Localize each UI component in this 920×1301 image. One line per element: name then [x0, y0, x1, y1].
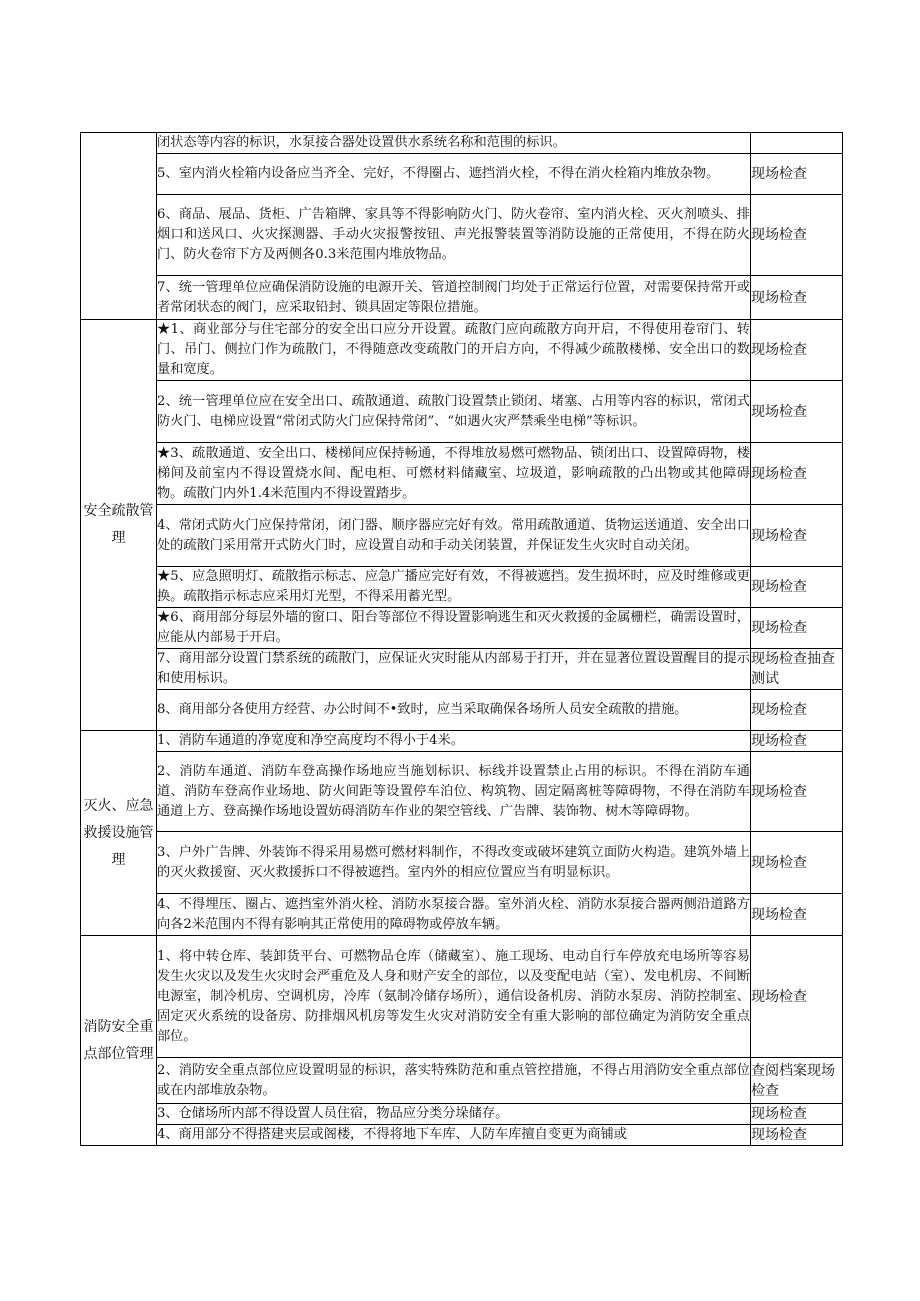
method-cell: 现场检查 [751, 690, 843, 731]
method-cell: 现场检查 [751, 154, 843, 195]
table-row [81, 731, 843, 752]
requirement-cell: 闭状态等内容的标识，水泵接合器处设置供水系统名称和范围的标识。 [157, 133, 751, 154]
requirement-cell: ★5、应急照明灯、疏散指示标志、应急广播应完好有效，不得被遮挡。发生损坏时，应及时维修或更换。疏散指示标志应采用灯光型，不得采用蓄光型。 [157, 567, 751, 608]
table-row [81, 505, 843, 567]
method-cell: 现场检查 [751, 1125, 843, 1146]
category-cell [81, 133, 157, 320]
method-cell: 现场检查 [751, 381, 843, 443]
requirement-cell: 7、商用部分设置门禁系统的疏散门，应保证火灾时能从内部易于打开，并在显著位置设置醒目的提示和使用标识。 [157, 649, 751, 690]
table-row [81, 752, 843, 832]
table-row [81, 195, 843, 276]
method-cell [751, 133, 843, 154]
method-cell: 现场检查 [751, 731, 843, 752]
requirement-cell: 1、消防车通道的净宽度和净空高度均不得小于4米。 [157, 731, 751, 752]
category-cell: 安全疏散管理 [81, 320, 157, 731]
table-row [81, 649, 843, 690]
requirement-cell: 3、仓储场所内部不得设置人员住宿，物品应分类分垛储存。 [157, 1104, 751, 1125]
method-cell: 现场检查 [751, 276, 843, 320]
fire-safety-checklist-table [80, 132, 843, 1146]
table-row [81, 1125, 843, 1146]
method-cell: 现场检查 [751, 832, 843, 894]
table-row [81, 320, 843, 381]
method-cell: 现场检查 [751, 894, 843, 936]
table-row [81, 154, 843, 195]
requirement-cell: 8、商用部分各使用方经营、办公时间不•致时，应当采取确保各场所人员安全疏散的措施。 [157, 690, 751, 731]
requirement-cell: 2、消防车通道、消防车登高操作场地应当施划标识、标线并设置禁止占用的标识。不得在消防车通道、消防车登高作业场地、防火间距等设置停车泊位、构筑物、固定隔离桩等障碍物，不得在消防车通道上方、登高操作场地设置妨碍消防车作业的架空管线、广告牌、装饰物、树木等障碍物。 [157, 752, 751, 832]
table-row [81, 1104, 843, 1125]
table-row [81, 133, 843, 154]
table-row [81, 1058, 843, 1104]
table-row [81, 276, 843, 320]
requirement-cell: ★3、疏散通道、安全出口、楼梯间应保持畅通，不得堆放易燃可燃物品、锁闭出口、设置障碍物，楼梯间及前室内不得设置烧水间、配电柜、可燃材料储藏室、垃圾道，影响疏散的凸出物或其他障碍物。疏散门内外1.4米范围内不得设置踏步。 [157, 443, 751, 505]
table-row [81, 567, 843, 608]
method-cell: 现场检查 [751, 567, 843, 608]
method-cell: 现场检查 [751, 1104, 843, 1125]
table-row [81, 936, 843, 1058]
method-cell: 现场检查 [751, 443, 843, 505]
method-cell: 现场检查 [751, 195, 843, 276]
method-cell: 现场检查 [751, 936, 843, 1058]
requirement-cell: 4、商用部分不得搭建夹层或阁楼，不得将地下车库、人防车库擅自变更为商铺或 [157, 1125, 751, 1146]
method-cell: 查阅档案现场检查 [751, 1058, 843, 1104]
requirement-cell: 3、户外广告牌、外装饰不得采用易燃可燃材料制作，不得改变或破坏建筑立面防火构造。建筑外墙上的灭火救援窗、灭火救援拆口不得被遮挡。室内外的相应位置应当有明显标识。 [157, 832, 751, 894]
requirement-cell: 1、将中转仓库、装卸货平台、可燃物品仓库（储藏室）、施工现场、电动自行车停放充电场所等容易发生火灾以及发生火灾时会严重危及人身和财产安全的部位，以及变配电站（室）、发电机房、不间断电源室，制冷机房、空调机房，冷库（氨制冷储存场所），通信设备机房、消防水泵房、消防控制室、固定灭火系统的设备房、防排烟风机房等发生火灾对消防安全有重大影响的部位确定为消防安全重点部位。 [157, 936, 751, 1058]
table-row [81, 608, 843, 649]
category-cell: 消防安全重点部位管理 [81, 936, 157, 1146]
method-cell: 现场检查抽查测试 [751, 649, 843, 690]
category-cell: 灭火、应急救援设施管理 [81, 731, 157, 936]
requirement-cell: 5、室内消火栓箱内设备应当齐全、完好，不得圈占、遮挡消火栓，不得在消火栓箱内堆放杂物。 [157, 154, 751, 195]
requirement-cell: 4、不得埋压、圈占、遮挡室外消火栓、消防水泵接合器。室外消火栓、消防水泵接合器两侧沿道路方向各2米范围内不得有影响其正常使用的障碍物或停放车辆。 [157, 894, 751, 936]
requirement-cell: 6、商品、展品、货柜、广告箱牌、家具等不得影响防火门、防火卷帘、室内消火栓、灭火剂喷头、排烟口和送风口、火灾探测器、手动火灾报警按钮、声光报警装置等消防设施的正常使用，不得在防火门、防火卷帘下方及两侧各0.3米范围内堆放物品。 [157, 195, 751, 276]
table-row [81, 894, 843, 936]
requirement-cell: 2、统一管理单位应在安全出口、疏散通道、疏散门设置禁止锁闭、堵塞、占用等内容的标识，常闭式防火门、电梯应设置“常闭式防火门应保持常闭”、“如遇火灾严禁乘坐电梯”等标识。 [157, 381, 751, 443]
table-row [81, 381, 843, 443]
method-cell: 现场检查 [751, 505, 843, 567]
requirement-cell: ★1、商业部分与住宅部分的安全出口应分开设置。疏散门应向疏散方向开启，不得使用卷帘门、转门、吊门、侧拉门作为疏散门，不得随意改变疏散门的开启方向，不得减少疏散楼梯、安全出口的数量和宽度。 [157, 320, 751, 381]
table-row [81, 443, 843, 505]
requirement-cell: 2、消防安全重点部位应设置明显的标识，落实特殊防范和重点管控措施，不得占用消防安全重点部位或在内部堆放杂物。 [157, 1058, 751, 1104]
requirement-cell: 4、常闭式防火门应保持常闭，闭门器、顺序器应完好有效。常用疏散通道、货物运送通道、安全出口处的疏散门采用常开式防火门时，应设置自动和手动关闭装置，并保证发生火灾时自动关闭。 [157, 505, 751, 567]
table-row [81, 832, 843, 894]
method-cell: 现场检查 [751, 320, 843, 381]
table-row [81, 690, 843, 731]
requirement-cell: ★6、商用部分每层外墙的窗口、阳台等部位不得设置影响逃生和灭火救援的金属栅栏，确需设置时，应能从内部易于开启。 [157, 608, 751, 649]
method-cell: 现场检查 [751, 752, 843, 832]
method-cell: 现场检查 [751, 608, 843, 649]
requirement-cell: 7、统一管理单位应确保消防设施的电源开关、管道控制阀门均处于正常运行位置，对需要保持常开或者常闭状态的阀门，应采取铅封、锁具固定等限位措施。 [157, 276, 751, 320]
